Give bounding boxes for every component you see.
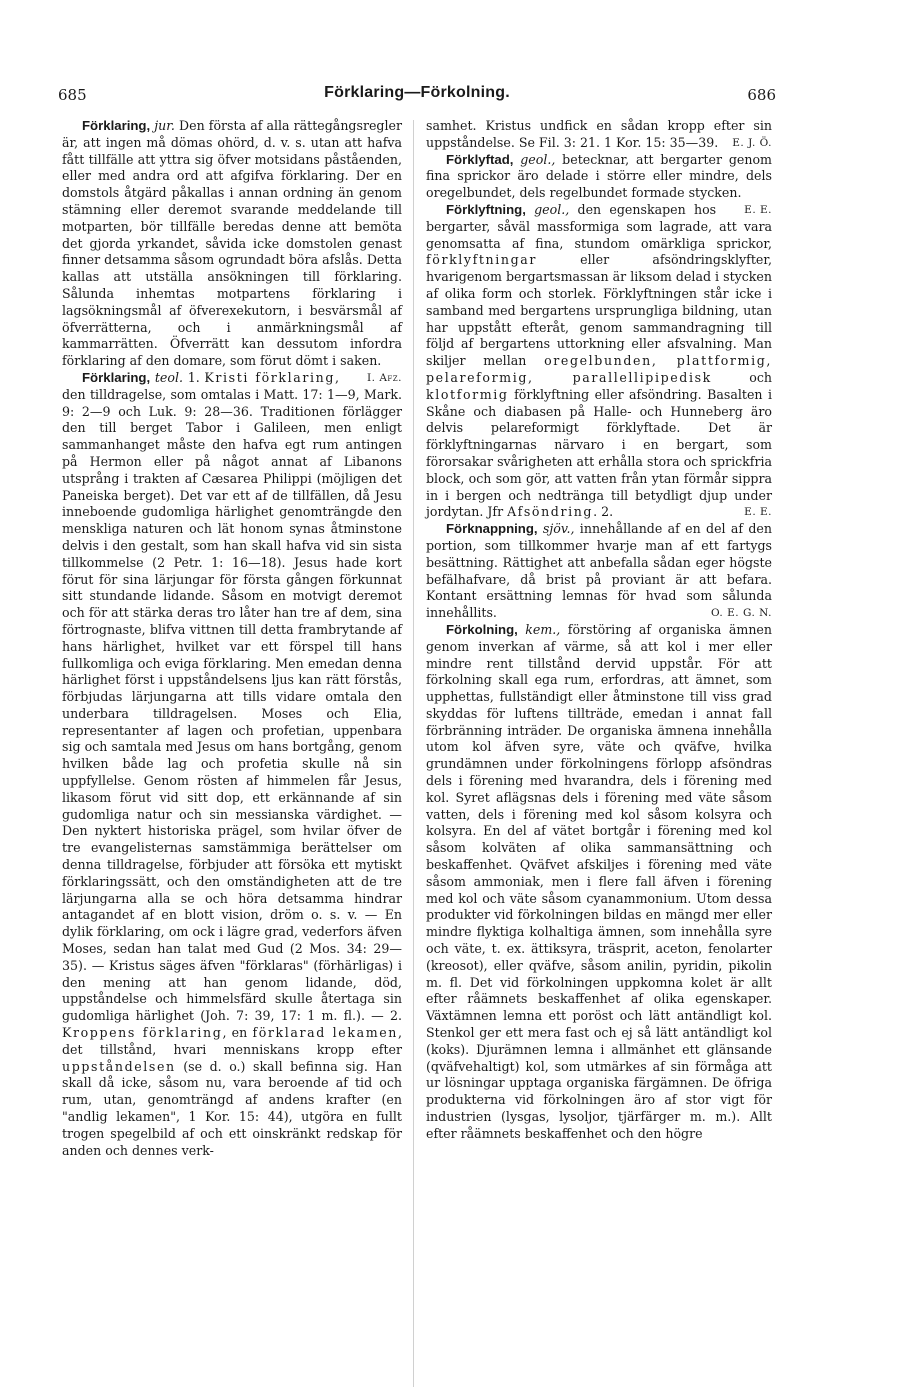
entry-text: , en [222, 1025, 253, 1041]
spaced-term: förklarad lekamen [252, 1025, 398, 1041]
spaced-term: oregelbunden, plattformig, pelareformig, parallellipipedisk [426, 353, 772, 385]
subject-abbreviation: geol., [520, 151, 556, 167]
entry-text: (se d. o.) skall befinna sig. Han skall då icke, såsom nu, vara beroende af tid och rum, utan, genomträngd af andens krafter (en "andlig lekamen", 1 Kor. 15: 44), utgöra en fullt trogen spegelbild af och ett oinskränkt redskap för anden och dennes verk- [62, 1058, 402, 1158]
author-signature: E. J. Ö. [732, 136, 772, 149]
entry-text: . 2. [593, 504, 614, 520]
headword: Förklyftning, [446, 201, 526, 217]
subject-abbreviation: geol., [534, 201, 570, 217]
headword: Förklyftad, [446, 151, 514, 167]
column-gutter [413, 120, 414, 1387]
entry-text: Den första af alla rättegångsregler är, att ingen må dömas ohörd, d. v. s. utan att hafva fått tillfälle att yttra sig öfver motsidans påståenden, eller med andra ord att afgifva förklaring. Der en domstols åtgärd påkallas i annan ordning än genom stämning eller deremot svarande meddelande till motparten, bör tillfälle beredas denne att bemöta det gjorda yrkandet, såvida icke domstolen genast finner detsamma såsom ogrundadt böra afslås. Detta kallas att utställa ansökningen till förklaring. Sålunda inhemtas motpartens förklaring i lagsökningsmål af öfverexekutorn, i besvärsmål af öfverrätterna, och i anmärkningsmål af kammarrätten. Öfverrätt kan dessutom infordra förklaring af den domare, som förut dömt i saken. [62, 118, 402, 369]
headword: Förkolning, [446, 621, 518, 637]
running-header [58, 84, 776, 110]
entry-forklyftning [426, 202, 772, 521]
spaced-term: Afsöndring [507, 504, 594, 520]
running-title: Förklaring—Förkolning. [324, 84, 510, 101]
entry-text: samhet. Kristus undfick en sådan kropp efter sin uppståndelse. Se Fil. 3: 21. 1 Kor. 15: 35—39. [426, 118, 772, 150]
spaced-term: Kristi förklaring [204, 369, 335, 385]
subject-abbreviation: kem., [525, 621, 561, 637]
page-number-right: 686 [747, 86, 776, 104]
headword: Förklaring, [82, 369, 151, 385]
author-signature: I. Afz. [367, 371, 402, 384]
entry-text: förstöring af organiska ämnen genom inverkan af värme, så att kol i mer eller mindre rent tillstånd dervid uppstår. För att förkolning skall ega rum, erfordras, att ämnet, som upphettas, fullständigt eller åtminstone till viss grad skyddas för luftens tillträde, emedan i annat fall förbränning inträder. De organiska ämnena innehålla utom kol äfven syre, väte och qväfve, hvilka grundämnen under förkolningens förlopp afsöndras dels i förening med hvarandra, dels i förening med kol. Syret aflägsnas dels i förening med väte såsom vatten, dels i förening med kol såsom kolsyra och kolsyra. En del af vätet bortgår i förening med kol såsom kolväten af olika sammansättning och beskaffenhet. Qväfvet afskiljes i förening med väte såsom ammoniak, men i flere fall äfven i förening med kol och väte såsom cyanammonium. Utom dessa produkter vid förkolningen bildas en mängd mer eller mindre flyktiga kolhaltiga ämnen, som innehålla syre och väte, t. ex. ättiksyra, träsprit, aceton, fenolarter (kreosot), eller qväfve, såsom anilin, pyridin, pikolin m. fl. Det vid förkolningen uppkomna kolet är allt efter råämnets beskaffenhet af olika egenskaper. Växtämnen lemna ett poröst och lätt antändligt kol. Stenkol ger ett mera fast och ej så lätt antändligt kol (koks). Djurämnen lemna i allmänhet ett glänsande (qväfvehaltigt) kol, som utmärkes af sin förmåga att ur lösningar upptaga organiska färgämnen. De öfriga produkterna vid förkolningen äro af stor vigt för industrien (lysgas, lysoljor, tjärfärger m. m.). Allt efter råämnets beskaffenhet och den högre [426, 621, 773, 1141]
subject-abbreviation: sjöv., [542, 521, 575, 537]
subject-abbreviation: teol. [154, 369, 183, 385]
entry-text: den egenskapen hos bergarter, såväl massformiga som lagrade, att vara genomsatta af fina, stundom omärkliga sprickor, [426, 201, 772, 251]
right-column [426, 118, 772, 1143]
author-signature: O. E. G. N. [710, 607, 772, 620]
entry-text: betecknar, att bergarter genom fina sprickor äro delade i större eller mindre, dels oregelbundet, dels regelbundet formade stycken. [426, 151, 772, 201]
spaced-term: Kroppens förklaring [62, 1025, 223, 1041]
spaced-term: uppståndelsen [62, 1058, 176, 1074]
entry-forkolning [426, 622, 772, 1143]
entry-text: och [711, 369, 772, 385]
spaced-term: förklyftningar [426, 252, 537, 268]
headword: Förklaring, [82, 118, 151, 133]
page-number-left: 685 [58, 86, 87, 104]
entry-text: eller afsöndringsklyfter, hvarigenom bergartsmassan är liksom delad i stycken af olika form och storlek. Förklyftningen står icke i samband med bergartens ursprungliga bildning, utan har uppstått efteråt, genom sammandragning till följd af bergartens uttorkning eller afsvalning. Man skiljer mellan [426, 252, 772, 369]
left-column [62, 118, 402, 1159]
entry-text: , det tillstånd, hvari menniskans kropp efter [62, 1025, 403, 1057]
entry-text: 1. [183, 369, 205, 385]
entry-forklaring-teol [62, 370, 402, 1159]
entry-text: , den tilldragelse, som omtalas i Matt. 17: 1—9, Mark. 9: 2—9 och Luk. 9: 28—36. Traditionen förlägger den till berget Tabor i Galileen, men enligt sammanhanget måste den hafva egt rum antingen på Hermon eller på något annat af Libanons utsprång i trakten af Cæsarea Philippi (möjligen det Paneiska berget). Det var ett af de tillfällen, då Jesu inneboende gudomliga härlighet genomträngde den menskliga naturen och lät honom synas åtminstone delvis i den gestalt, som han skall hafva vid sin sista tillkommelse (2 Petr. 1: 16—18). Jesus hade kort förut för sina lärjungar för första gången förkunnat sitt stundande lidande. Såsom en motvigt deremot och för att stärka deras tro låter han tre af dem, sina förtrognaste, blifva vittnen till detta frambrytande af hans härlighet, hvilket var ett förspel till hans fullkomliga och eviga förklaring. Men emedan denna härlighet först i uppståndelsens ljus kan rätt förstås, förbjudas lärjungarna att tills vidare omtala den underbara tilldragelsen. Moses och Elia, representanter af lagen och profetian, uppenbara sig och samtala med Jesus om hans bortgång, genom hvilken både lag och profetia skulle nå sin uppfyllelse. Genom rösten af himmelen får Jesus, likasom förut vid sitt dop, ett erkännande af sin gudomliga natur och sin messianska värdighet. — Den nyktert historiska prägel, som hvilar öfver de tre evangelisternas samstämmiga berättelser om denna tilldragelse, förbjuder att försöka ett mytiskt förklaringssätt, och den omständigheten att de tre lärjungarna alla se och höra detsamma hindrar antagandet af en blott vision, dröm o. s. v. — En dylik förklaring, om ock i lägre grad, vederfors äfven Moses, sedan han talat med Gud (2 Mos. 34: 29—35). — Kristus säges äfven "förklaras" (förhärligas) i den mening att han genom lidande, död, uppståndelse och himmelsfärd skulle återtaga sin gudomliga härlighet (Joh. 7: 39, 17: 1 m. fl.). — 2. [62, 369, 402, 1024]
entry-continuation [426, 118, 772, 152]
author-signature: E. E. [744, 506, 772, 519]
headword: Förknappning, [446, 521, 538, 537]
entry-text: förklyftning eller afsöndring. Basalten i Skåne och diabasen på Halle- och Hunneberg äro delvis pelareformigt förklyftade. Det är förklyftningarnas närvaro i en bergart, som förorsakar svårigheten att erhålla stora och sprickfria block, och som gör, att vatten från ytan förmår sippra in i bergen och nedtränga till betydligt djup under jordytan. Jfr [426, 386, 772, 520]
subject-abbreviation: jur. [154, 118, 175, 133]
entry-forknappning [426, 521, 772, 622]
entry-text: innehållande af en del af den portion, som tillkommer hvarje man af ett fartygs besättning. Rättighet att anbefalla sådan eger högste befälhafvare, då brist på proviant är att befara. Kontant ersättning lemnas för hvad som sålunda innehållits. [426, 521, 772, 621]
spaced-term: klotformig [426, 386, 509, 402]
author-signature: E. E. [744, 203, 772, 216]
